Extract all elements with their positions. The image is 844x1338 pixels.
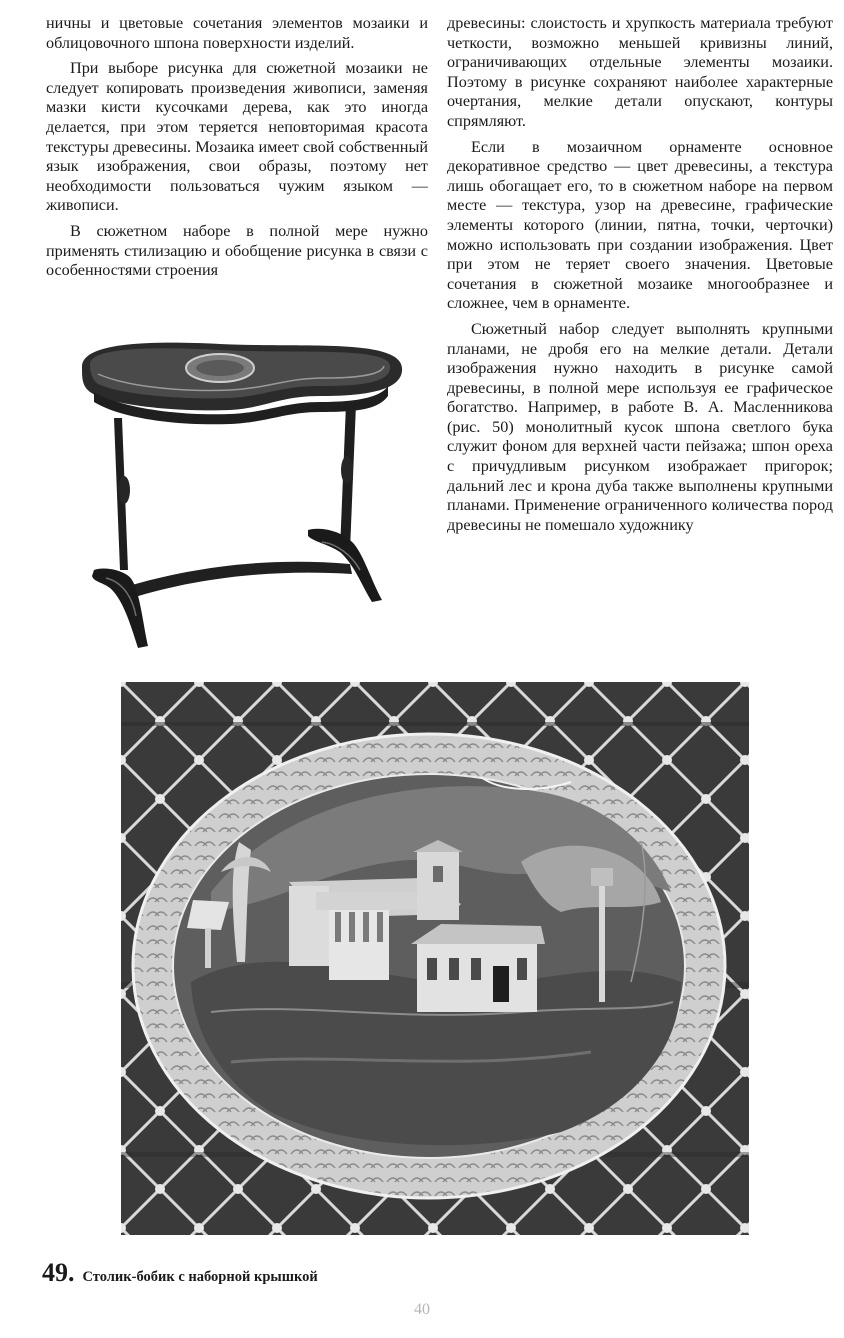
text-column-right <box>447 14 833 541</box>
kidney-table-photo <box>70 330 410 652</box>
page-number: 40 <box>414 1301 430 1318</box>
figure-caption-text: Столик-бобик с наборной крышкой <box>82 1269 318 1285</box>
paragraph: древесины: слоистость и хрупкость материала требуют четкости, возможно меньшей кривизны линий, ограничивающих отдельные элементы мозаики. Поэтому в рисунке сохраняют наиболее характерные очертания, мелкие детали опускают, контуры спрямляют. <box>447 14 833 130</box>
figure-caption <box>42 1258 318 1288</box>
paragraph: Если в мозаичном орнаменте основное декоративное средство — цвет древесины, а текстура лишь обогащает его, то в сюжетном наборе на первом месте — текстура, узор на древесине, графические элементы которого (линии, пятна, точки, черточки) можно использовать при создании изображения. Цвет при этом не теряет своего значения. Цветовые сочетания в сюжетной мозаике многообразнее и сложнее, чем в орнаменте. <box>447 137 833 313</box>
inlaid-tabletop-photo <box>121 682 749 1235</box>
figure-number: 49. <box>42 1258 75 1287</box>
paragraph: Сюжетный набор следует выполнять крупными планами, не дробя его на мелкие детали. Детали изображения нужно находить в рисунке самой древесины, в полной мере используя ее графическое богатство. Например, в работе В. А. Масленникова (рис. 50) монолитный кусок шпона светлого бука служит фоном для верхней части пейзажа; шпон ореха с причудливым рисунком изображает пригорок; дальний лес и крона дуба также выполнены крупными планами. Применение ограниченного количества пород древесины не помешало художнику <box>447 319 833 534</box>
text-column-left <box>46 14 428 287</box>
paragraph: В сюжетном наборе в полной мере нужно применять стилизацию и обобщение рисунка в связи с особенностями строения <box>46 221 428 280</box>
paragraph: ничны и цветовые сочетания элементов мозаики и облицовочного шпона поверхности изделий. <box>46 14 428 52</box>
paragraph: При выборе рисунка для сюжетной мозаики не следует копировать произведения живописи, заменяя мазки кисти кусочками дерева, как это иногда делается, при этом теряется неповторимая красота текстуры древесины. Мозаика имеет свой собственный язык изображения, свои образы, поэтому нет необходимости пользоваться чужим языком — живописи. <box>46 59 428 215</box>
